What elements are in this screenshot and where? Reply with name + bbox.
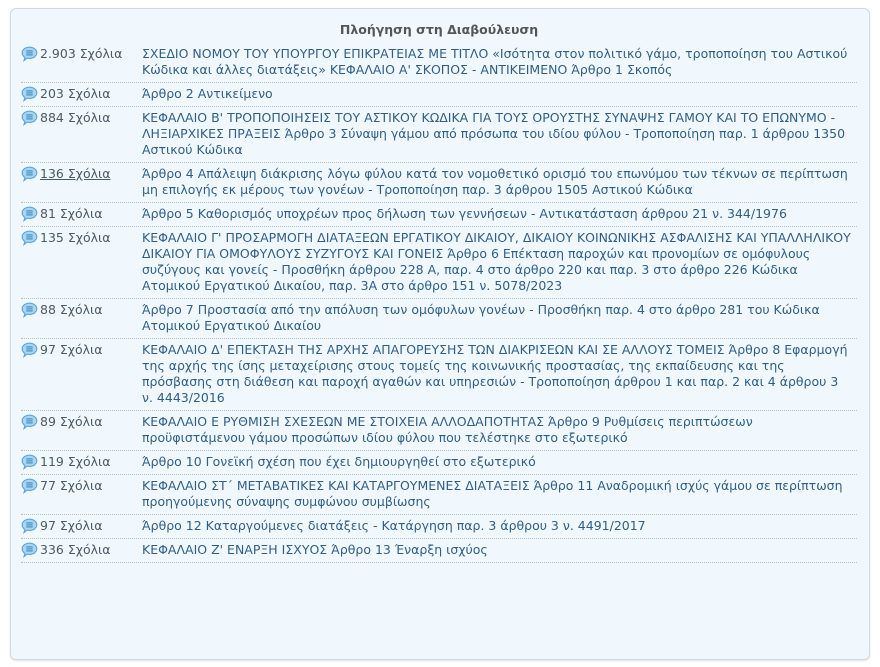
comment-bubble-icon	[21, 86, 38, 102]
comments-count-link[interactable]: 97 Σχόλια	[40, 518, 103, 533]
panel-title: Πλοήγηση στη Διαβούλευση	[339, 22, 539, 37]
comments-count-link[interactable]: 136 Σχόλια	[40, 166, 111, 181]
list-item	[21, 411, 857, 451]
comments-count-link[interactable]: 97 Σχόλια	[40, 342, 103, 357]
article-title-link[interactable]: ΚΕΦΑΛΑΙΟ Ζ' ΕΝΑΡΞΗ ΙΣΧΥΟΣ Άρθρο 13 Έναρξη ισχύος	[142, 542, 488, 557]
article-title-link[interactable]: Άρθρο 5 Καθορισμός υποχρέων προς δήλωση των γεννήσεων - Αντικατάσταση άρθρου 21 ν. 344/1976	[142, 206, 787, 221]
comments-count-link[interactable]: 336 Σχόλια	[40, 542, 111, 557]
list-item	[21, 339, 857, 411]
article-title-link[interactable]: ΣΧΕΔΙΟ ΝΟΜΟΥ ΤΟΥ ΥΠΟΥΡΓΟΥ ΕΠΙΚΡΑΤΕΙΑΣ ΜΕ ΤΙΤΛΟ «Ισότητα στον πολιτικό γάμο, τροποποίηση του Αστικού Κώδικα και άλλες διατάξεις» ΚΕΦΑΛΑΙΟ Α' ΣΚΟΠΟΣ - ΑΝΤΙΚΕΙΜΕΝΟ Άρθρο 1 Σκοπός	[142, 46, 848, 77]
comments-count-link[interactable]: 81 Σχόλια	[40, 206, 103, 221]
comment-bubble-icon	[21, 454, 38, 470]
comments-count-link[interactable]: 88 Σχόλια	[40, 302, 103, 317]
list-item	[21, 83, 857, 107]
list-item	[21, 227, 857, 299]
list-item	[21, 163, 857, 203]
list-item	[21, 43, 857, 83]
comments-count-link[interactable]: 135 Σχόλια	[40, 230, 111, 245]
consultation-navigation-panel	[10, 8, 870, 660]
comments-count-link[interactable]: 77 Σχόλια	[40, 478, 103, 493]
comment-bubble-icon	[21, 166, 38, 182]
comment-bubble-icon	[21, 206, 38, 222]
list-item	[21, 515, 857, 539]
article-title-link[interactable]: Άρθρο 2 Αντικείμενο	[142, 86, 273, 101]
article-title-link[interactable]: Άρθρο 10 Γονεϊκή σχέση που έχει δημιουργηθεί στο εξωτερικό	[142, 454, 536, 469]
article-title-link[interactable]: Άρθρο 7 Προστασία από την απόλυση των ομόφυλων γονέων - Προσθήκη παρ. 4 στο άρθρο 281 του Κώδικα Ατομικού Εργατικού Δικαίου	[142, 302, 820, 333]
list-item	[21, 451, 857, 475]
comment-bubble-icon	[21, 230, 38, 246]
articles-list	[21, 43, 857, 563]
list-item	[21, 539, 857, 563]
comments-count-link[interactable]: 89 Σχόλια	[40, 414, 103, 429]
comments-count-link[interactable]: 884 Σχόλια	[40, 110, 111, 125]
article-title-link[interactable]: ΚΕΦΑΛΑΙΟ Β' ΤΡΟΠΟΠΟΙΗΣΕΙΣ ΤΟΥ ΑΣΤΙΚΟΥ ΚΩΔΙΚΑ ΓΙΑ ΤΟΥΣ ΟΡΟΥΣΤΗΣ ΣΥΝΑΨΗΣ ΓΑΜΟΥ ΚΑΙ ΤΟ ΕΠΩΝΥΜΟ - ΛΗΞΙΑΡΧΙΚΕΣ ΠΡΑΞΕΙΣ Άρθρο 3 Σύναψη γάμου από πρόσωπα του ιδίου φύλου - Τροποποίηση παρ. 1 άρθρου 1350 Αστικού Κώδικα	[142, 110, 846, 157]
comment-bubble-icon	[21, 478, 38, 494]
comment-bubble-icon	[21, 110, 38, 126]
list-item	[21, 107, 857, 163]
comments-count-link[interactable]: 2.903 Σχόλια	[40, 46, 123, 61]
comment-bubble-icon	[21, 518, 38, 534]
article-title-link[interactable]: Άρθρο 4 Απάλειψη διάκρισης λόγω φύλου κατά τον νομοθετικό ορισμό του επωνύμου των τέκνων σε περίπτωση μη επιλογής εκ μέρους των γονέων - Τροποποίηση παρ. 3 άρθρου 1505 Αστικού Κώδικα	[142, 166, 848, 197]
comment-bubble-icon	[21, 342, 38, 358]
list-item	[21, 299, 857, 339]
comment-bubble-icon	[21, 302, 38, 318]
comment-bubble-icon	[21, 542, 38, 558]
comments-count-link[interactable]: 203 Σχόλια	[40, 86, 111, 101]
article-title-link[interactable]: ΚΕΦΑΛΑΙΟ ΣΤ΄ ΜΕΤΑΒΑΤΙΚΕΣ ΚΑΙ ΚΑΤΑΡΓΟΥΜΕΝΕΣ ΔΙΑΤΑΞΕΙΣ Άρθρο 11 Αναδρομική ισχύς γάμου σε περίπτωση προηγούμενης σύναψης συμφώνου συμβίωσης	[142, 478, 843, 509]
list-item	[21, 475, 857, 515]
comment-bubble-icon	[21, 46, 38, 62]
comment-bubble-icon	[21, 414, 38, 430]
article-title-link[interactable]: ΚΕΦΑΛΑΙΟ Γ' ΠΡΟΣΑΡΜΟΓΗ ΔΙΑΤΑΞΕΩΝ ΕΡΓΑΤΙΚΟΥ ΔΙΚΑΙΟΥ, ΔΙΚΑΙΟΥ ΚΟΙΝΩΝΙΚΗΣ ΑΣΦΑΛΙΣΗΣ ΚΑΙ ΥΠΑΛΛΗΛΙΚΟΥ ΔΙΚΑΙΟΥ ΓΙΑ ΟΜΟΦΥΛΟΥΣ ΣΥΖΥΓΟΥΣ ΚΑΙ ΓΟΝΕΙΣ Άρθρο 6 Επέκταση παροχών και προνομίων σε ομόφυλους συζύγους και γονείς - Προσθήκη άρθρου 228 Α, παρ. 4 στο άρθρο 220 και παρ. 3 στο άρθρο 226 Κώδικα Ατομικού Εργατικού Δικαίου, παρ. 3Α στο άρθρο 151 ν. 5078/2023	[142, 230, 851, 293]
comments-count-link[interactable]: 119 Σχόλια	[40, 454, 111, 469]
article-title-link[interactable]: ΚΕΦΑΛΑΙΟ Δ' ΕΠΕΚΤΑΣΗ ΤΗΣ ΑΡΧΗΣ ΑΠΑΓΟΡΕΥΣΗΣ ΤΩΝ ΔΙΑΚΡΙΣΕΩΝ ΚΑΙ ΣΕ ΑΛΛΟΥΣ ΤΟΜΕΙΣ Άρθρο 8 Εφαρμογή της αρχής της ίσης μεταχείρισης στους τομείς της κοινωνικής προστασίας, της εκπαίδευσης και της πρόσβασης στη διάθεση και παροχή αγαθών και υπηρεσιών - Τροποποίηση άρθρου 1 και παρ. 2 και 4 άρθρου 3 ν. 4443/2016	[142, 342, 848, 405]
article-title-link[interactable]: ΚΕΦΑΛΑΙΟ Ε ΡΥΘΜΙΣΗ ΣΧΕΣΕΩΝ ΜΕ ΣΤΟΙΧΕΙΑ ΑΛΛΟΔΑΠΟΤΗΤΑΣ Άρθρο 9 Ρυθμίσεις περιπτώσεων προϋφιστάμενου γάμου προσώπων ιδίου φύλου που τελέστηκε στο εξωτερικό	[142, 414, 753, 445]
article-title-link[interactable]: Άρθρο 12 Καταργούμενες διατάξεις - Κατάργηση παρ. 3 άρθρου 3 ν. 4491/2017	[142, 518, 646, 533]
list-item	[21, 203, 857, 227]
